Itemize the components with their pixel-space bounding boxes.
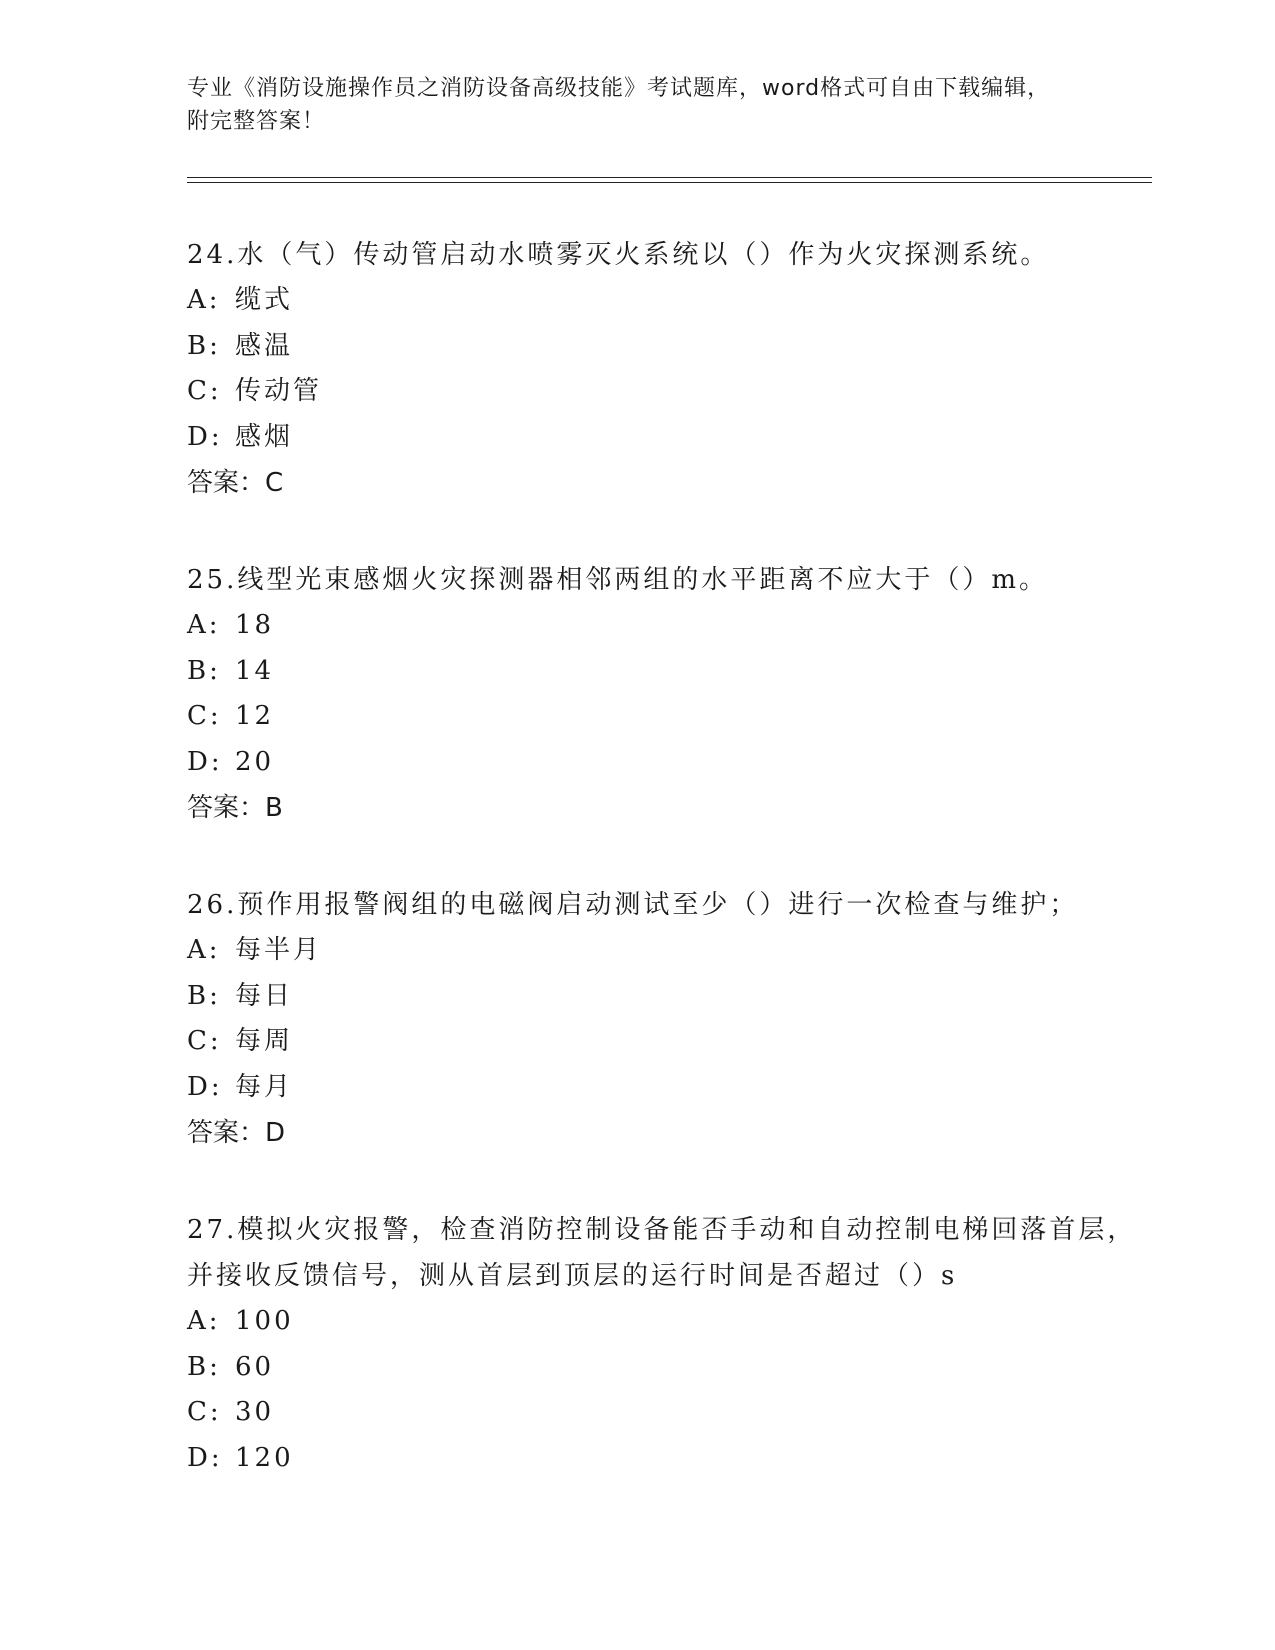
header-divider-bottom xyxy=(187,182,1152,183)
option-b xyxy=(187,974,1152,1020)
option-label: D: xyxy=(187,1071,223,1102)
option-a xyxy=(187,928,1152,974)
option-b xyxy=(187,1345,1152,1391)
answer-line: 答案：B xyxy=(187,793,283,823)
option-text: 每半月 xyxy=(235,935,323,965)
option-a xyxy=(187,603,1152,649)
question-25 xyxy=(187,557,1152,831)
option-text: 缆式 xyxy=(235,285,294,315)
option-text: 14 xyxy=(235,655,275,686)
document-header: 专业《消防设施操作员之消防设备高级技能》考试题库，word格式可自由下载编辑，附完整答案！ xyxy=(187,76,1051,134)
option-label: D: xyxy=(187,746,223,777)
option-b xyxy=(187,649,1152,695)
question-stem: 27.模拟火灾报警，检查消防控制设备能否手动和自动控制电梯回落首层，并接收反馈信号，测从首层到顶层的运行时间是否超过（）s xyxy=(187,1215,1137,1291)
option-text: 传动管 xyxy=(235,376,323,406)
question-stem: 26.预作用报警阀组的电磁阀启动测试至少（）进行一次检查与维护； xyxy=(187,890,1079,920)
option-c xyxy=(187,1390,1152,1436)
option-text: 18 xyxy=(235,610,275,640)
answer-line: 答案：C xyxy=(187,468,284,498)
option-label: B: xyxy=(187,980,221,1011)
option-text: 12 xyxy=(235,701,275,731)
option-label: B: xyxy=(187,1351,221,1382)
option-c xyxy=(187,369,1152,415)
option-label: A: xyxy=(187,935,221,965)
option-d xyxy=(187,740,1152,786)
option-label: C: xyxy=(187,376,222,406)
option-d xyxy=(187,415,1152,461)
question-stem: 25.线型光束感烟火灾探测器相邻两组的水平距离不应大于（）m。 xyxy=(187,565,1049,595)
option-text: 20 xyxy=(235,746,275,777)
option-text: 每周 xyxy=(235,1026,294,1056)
option-label: C: xyxy=(187,1397,222,1427)
option-text: 每日 xyxy=(235,980,294,1011)
option-label: A: xyxy=(187,610,221,640)
document-page xyxy=(187,72,1152,1473)
option-a xyxy=(187,278,1152,324)
option-label: D: xyxy=(187,421,223,452)
option-c xyxy=(187,694,1152,740)
option-text: 120 xyxy=(235,1442,294,1473)
option-text: 每月 xyxy=(235,1071,294,1102)
option-a xyxy=(187,1299,1152,1345)
option-label: B: xyxy=(187,330,221,361)
option-text: 30 xyxy=(235,1397,275,1427)
question-24 xyxy=(187,232,1152,506)
option-d xyxy=(187,1436,1152,1482)
option-text: 60 xyxy=(235,1351,275,1382)
option-label: C: xyxy=(187,701,222,731)
option-text: 感温 xyxy=(235,330,294,361)
answer-line: 答案：D xyxy=(187,1118,286,1148)
option-label: A: xyxy=(187,1306,221,1336)
option-d xyxy=(187,1065,1152,1111)
question-27 xyxy=(187,1207,1152,1481)
option-text: 感烟 xyxy=(235,421,294,452)
header-divider-top xyxy=(187,177,1152,178)
option-text: 100 xyxy=(235,1306,294,1336)
option-label: A: xyxy=(187,285,221,315)
option-label: D: xyxy=(187,1442,223,1473)
question-list xyxy=(187,232,1152,1532)
question-26 xyxy=(187,882,1152,1156)
option-c xyxy=(187,1019,1152,1065)
question-stem: 24.水（气）传动管启动水喷雾灭火系统以（）作为火灾探测系统。 xyxy=(187,240,1050,270)
option-label: B: xyxy=(187,655,221,686)
option-b xyxy=(187,324,1152,370)
option-label: C: xyxy=(187,1026,222,1056)
